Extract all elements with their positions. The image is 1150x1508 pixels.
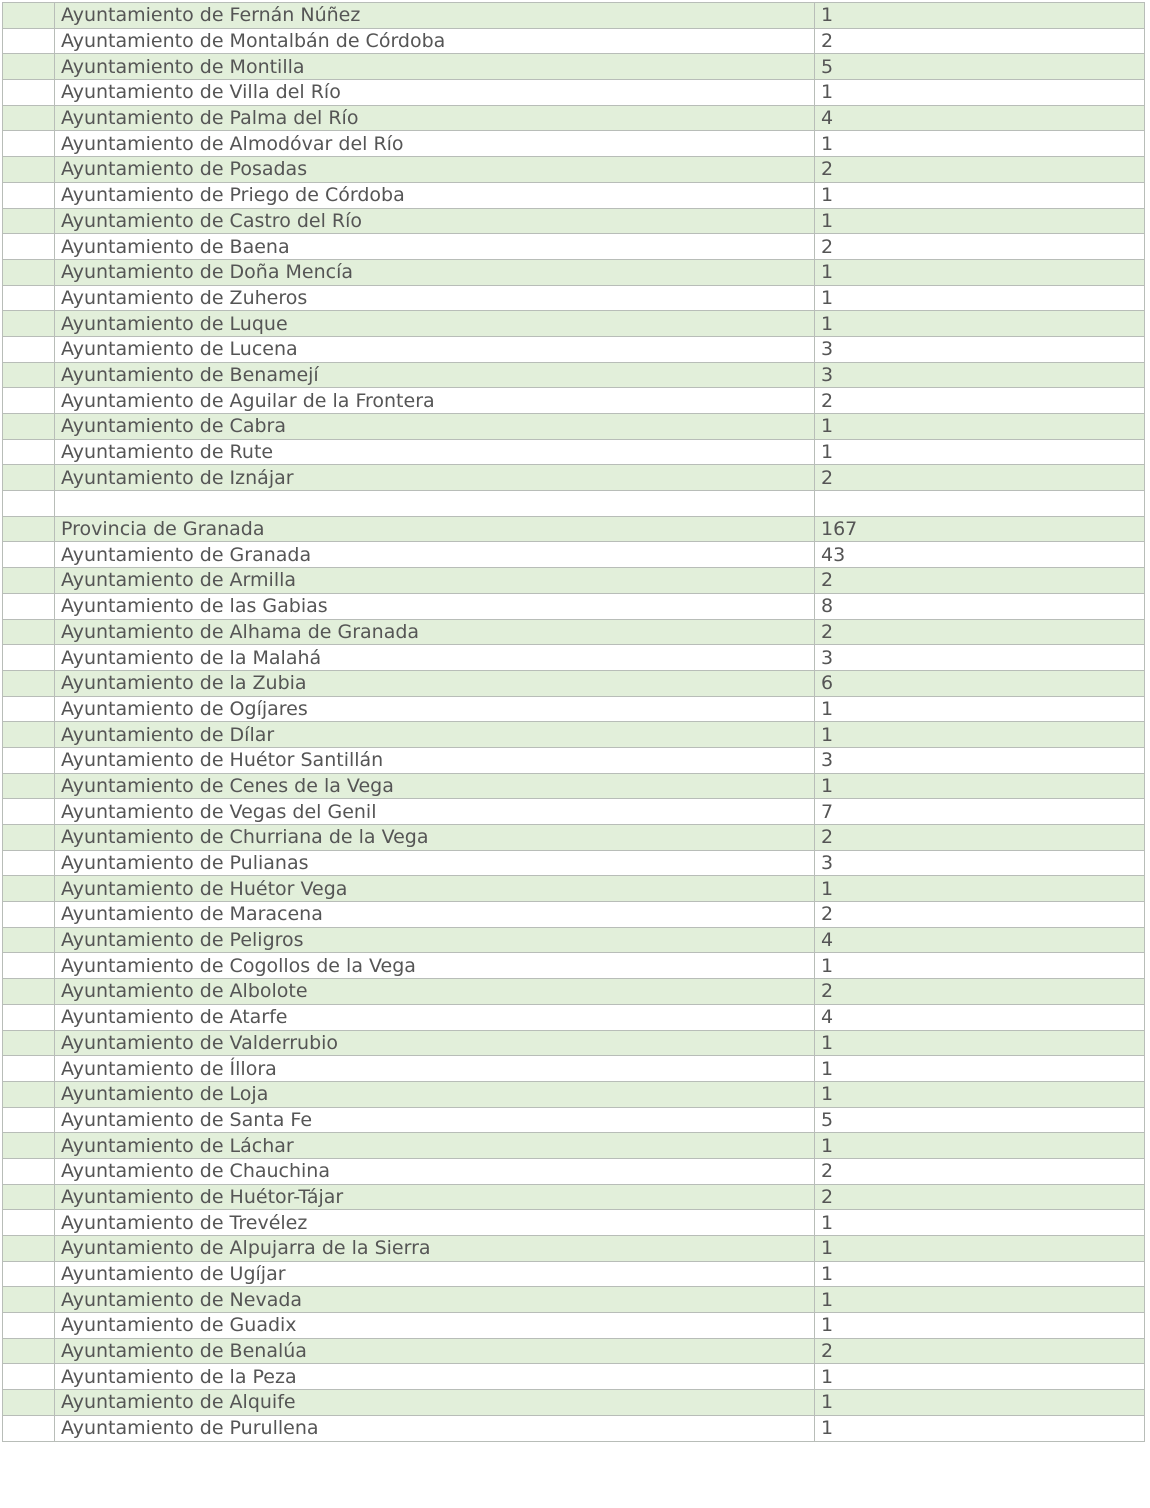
row-index-cell <box>3 1107 55 1133</box>
count-cell: 167 <box>815 516 1145 542</box>
table-row <box>3 439 1145 465</box>
count-cell: 1 <box>815 3 1145 29</box>
row-index-cell <box>3 1056 55 1082</box>
entity-name-cell: Ayuntamiento de Huétor Santillán <box>55 747 815 773</box>
row-index-cell <box>3 1364 55 1390</box>
count-cell: 2 <box>815 979 1145 1005</box>
count-cell: 1 <box>815 208 1145 234</box>
table-row <box>3 1236 1145 1262</box>
count-cell: 2 <box>815 1184 1145 1210</box>
count-cell: 1 <box>815 722 1145 748</box>
table-row <box>3 1158 1145 1184</box>
table-row <box>3 234 1145 260</box>
table-row <box>3 414 1145 440</box>
table-row <box>3 105 1145 131</box>
count-cell: 5 <box>815 54 1145 80</box>
entity-name-cell: Ayuntamiento de la Peza <box>55 1364 815 1390</box>
row-index-cell <box>3 619 55 645</box>
entity-name-cell: Ayuntamiento de Villa del Río <box>55 80 815 106</box>
table-row <box>3 1004 1145 1030</box>
row-index-cell <box>3 1133 55 1159</box>
entity-name-cell: Ayuntamiento de Guadix <box>55 1313 815 1339</box>
table-row <box>3 28 1145 54</box>
table-row <box>3 953 1145 979</box>
row-index-cell <box>3 1236 55 1262</box>
row-index-cell <box>3 825 55 851</box>
count-cell: 1 <box>815 1364 1145 1390</box>
table-row <box>3 1364 1145 1390</box>
row-index-cell <box>3 1210 55 1236</box>
entity-name-cell: Ayuntamiento de Huétor Vega <box>55 876 815 902</box>
entity-name-cell: Ayuntamiento de Granada <box>55 542 815 568</box>
table-row <box>3 80 1145 106</box>
row-index-cell <box>3 105 55 131</box>
entity-name-cell: Ayuntamiento de Aguilar de la Frontera <box>55 388 815 414</box>
entity-name-cell: Ayuntamiento de Montalbán de Córdoba <box>55 28 815 54</box>
row-index-cell <box>3 54 55 80</box>
count-cell: 4 <box>815 1004 1145 1030</box>
row-index-cell <box>3 1081 55 1107</box>
entity-name-cell: Ayuntamiento de Rute <box>55 439 815 465</box>
count-cell: 1 <box>815 259 1145 285</box>
row-index-cell <box>3 131 55 157</box>
count-cell: 1 <box>815 1390 1145 1416</box>
entity-name-cell: Ayuntamiento de Castro del Río <box>55 208 815 234</box>
entity-name-cell <box>55 491 815 517</box>
entity-name-cell: Ayuntamiento de Benamejí <box>55 362 815 388</box>
table-row <box>3 157 1145 183</box>
entity-name-cell: Ayuntamiento de Pulianas <box>55 850 815 876</box>
row-index-cell <box>3 516 55 542</box>
count-cell: 2 <box>815 568 1145 594</box>
entity-name-cell: Ayuntamiento de Alquife <box>55 1390 815 1416</box>
row-index-cell <box>3 157 55 183</box>
entity-name-cell: Ayuntamiento de Huétor-Tájar <box>55 1184 815 1210</box>
entity-name-cell: Ayuntamiento de Priego de Córdoba <box>55 182 815 208</box>
count-cell: 1 <box>815 1133 1145 1159</box>
row-index-cell <box>3 80 55 106</box>
entity-name-cell: Ayuntamiento de las Gabias <box>55 593 815 619</box>
entity-name-cell: Ayuntamiento de Palma del Río <box>55 105 815 131</box>
row-index-cell <box>3 1158 55 1184</box>
entity-name-cell: Ayuntamiento de Churriana de la Vega <box>55 825 815 851</box>
table-row <box>3 388 1145 414</box>
table-body <box>3 3 1145 1442</box>
count-cell: 1 <box>815 696 1145 722</box>
entity-name-cell: Ayuntamiento de Luque <box>55 311 815 337</box>
count-cell: 1 <box>815 1210 1145 1236</box>
table-row <box>3 1056 1145 1082</box>
row-index-cell <box>3 414 55 440</box>
row-index-cell <box>3 953 55 979</box>
row-index-cell <box>3 1004 55 1030</box>
table-row <box>3 1210 1145 1236</box>
table-row <box>3 902 1145 928</box>
table-row <box>3 670 1145 696</box>
row-index-cell <box>3 542 55 568</box>
count-cell: 1 <box>815 1415 1145 1441</box>
row-index-cell <box>3 1338 55 1364</box>
entity-name-cell: Ayuntamiento de Zuheros <box>55 285 815 311</box>
entity-name-cell: Ayuntamiento de Posadas <box>55 157 815 183</box>
count-cell: 2 <box>815 902 1145 928</box>
entity-name-cell: Ayuntamiento de Lucena <box>55 336 815 362</box>
table-row <box>3 491 1145 517</box>
entity-name-cell: Ayuntamiento de Nevada <box>55 1287 815 1313</box>
count-cell: 1 <box>815 80 1145 106</box>
count-cell: 3 <box>815 362 1145 388</box>
row-index-cell <box>3 1030 55 1056</box>
table-row <box>3 645 1145 671</box>
entity-name-cell: Ayuntamiento de Trevélez <box>55 1210 815 1236</box>
count-cell: 2 <box>815 1158 1145 1184</box>
table-row <box>3 1287 1145 1313</box>
table-row <box>3 773 1145 799</box>
entity-name-cell: Ayuntamiento de Vegas del Genil <box>55 799 815 825</box>
row-index-cell <box>3 439 55 465</box>
entity-name-cell: Ayuntamiento de Íllora <box>55 1056 815 1082</box>
table-row <box>3 311 1145 337</box>
entity-name-cell: Ayuntamiento de Valderrubio <box>55 1030 815 1056</box>
entity-name-cell: Ayuntamiento de Loja <box>55 1081 815 1107</box>
count-cell: 1 <box>815 285 1145 311</box>
count-cell: 1 <box>815 1287 1145 1313</box>
table-row <box>3 259 1145 285</box>
count-cell: 1 <box>815 1056 1145 1082</box>
row-index-cell <box>3 722 55 748</box>
row-index-cell <box>3 1287 55 1313</box>
table-row <box>3 1107 1145 1133</box>
count-cell: 1 <box>815 1313 1145 1339</box>
table-row <box>3 927 1145 953</box>
table-row <box>3 1184 1145 1210</box>
table-row <box>3 336 1145 362</box>
count-cell: 8 <box>815 593 1145 619</box>
row-index-cell <box>3 336 55 362</box>
data-table <box>2 2 1145 1442</box>
entity-name-cell: Ayuntamiento de Cogollos de la Vega <box>55 953 815 979</box>
entity-name-cell: Ayuntamiento de Alpujarra de la Sierra <box>55 1236 815 1262</box>
table-row <box>3 850 1145 876</box>
table-row <box>3 208 1145 234</box>
entity-name-cell: Ayuntamiento de Láchar <box>55 1133 815 1159</box>
entity-name-cell: Ayuntamiento de Montilla <box>55 54 815 80</box>
entity-name-cell: Ayuntamiento de Chauchina <box>55 1158 815 1184</box>
entity-name-cell: Ayuntamiento de la Malahá <box>55 645 815 671</box>
table-row <box>3 285 1145 311</box>
entity-name-cell: Ayuntamiento de Dílar <box>55 722 815 748</box>
entity-name-cell: Ayuntamiento de Ugíjar <box>55 1261 815 1287</box>
row-index-cell <box>3 645 55 671</box>
table-row <box>3 722 1145 748</box>
count-cell: 1 <box>815 131 1145 157</box>
table-row <box>3 876 1145 902</box>
count-cell: 2 <box>815 234 1145 260</box>
count-cell: 43 <box>815 542 1145 568</box>
table-row <box>3 799 1145 825</box>
row-index-cell <box>3 799 55 825</box>
row-index-cell <box>3 388 55 414</box>
table-row <box>3 1133 1145 1159</box>
count-cell: 1 <box>815 439 1145 465</box>
count-cell: 2 <box>815 388 1145 414</box>
table-row <box>3 825 1145 851</box>
entity-name-cell: Ayuntamiento de Fernán Núñez <box>55 3 815 29</box>
row-index-cell <box>3 1390 55 1416</box>
table-row <box>3 1261 1145 1287</box>
entity-name-cell: Ayuntamiento de Albolote <box>55 979 815 1005</box>
table-row <box>3 182 1145 208</box>
count-cell: 2 <box>815 157 1145 183</box>
row-index-cell <box>3 696 55 722</box>
row-index-cell <box>3 182 55 208</box>
row-index-cell <box>3 979 55 1005</box>
count-cell: 3 <box>815 645 1145 671</box>
row-index-cell <box>3 28 55 54</box>
count-cell: 1 <box>815 182 1145 208</box>
table-row <box>3 1390 1145 1416</box>
row-index-cell <box>3 491 55 517</box>
row-index-cell <box>3 3 55 29</box>
row-index-cell <box>3 1415 55 1441</box>
count-cell: 1 <box>815 1261 1145 1287</box>
table-row <box>3 1313 1145 1339</box>
count-cell: 2 <box>815 1338 1145 1364</box>
table-row <box>3 696 1145 722</box>
count-cell: 2 <box>815 619 1145 645</box>
row-index-cell <box>3 259 55 285</box>
count-cell: 1 <box>815 311 1145 337</box>
row-index-cell <box>3 927 55 953</box>
entity-name-cell: Ayuntamiento de Cenes de la Vega <box>55 773 815 799</box>
count-cell: 7 <box>815 799 1145 825</box>
entity-name-cell: Ayuntamiento de Baena <box>55 234 815 260</box>
entity-name-cell: Ayuntamiento de Benalúa <box>55 1338 815 1364</box>
count-cell: 1 <box>815 773 1145 799</box>
count-cell: 3 <box>815 747 1145 773</box>
row-index-cell <box>3 1184 55 1210</box>
table-row <box>3 619 1145 645</box>
row-index-cell <box>3 670 55 696</box>
entity-name-cell: Ayuntamiento de Ogíjares <box>55 696 815 722</box>
count-cell: 4 <box>815 105 1145 131</box>
entity-name-cell: Ayuntamiento de Doña Mencía <box>55 259 815 285</box>
entity-name-cell: Ayuntamiento de Cabra <box>55 414 815 440</box>
table-row <box>3 465 1145 491</box>
row-index-cell <box>3 902 55 928</box>
count-cell: 6 <box>815 670 1145 696</box>
entity-name-cell: Ayuntamiento de Santa Fe <box>55 1107 815 1133</box>
entity-name-cell: Ayuntamiento de Iznájar <box>55 465 815 491</box>
table-row <box>3 1030 1145 1056</box>
table-row <box>3 54 1145 80</box>
row-index-cell <box>3 285 55 311</box>
table-row <box>3 362 1145 388</box>
entity-name-cell: Provincia de Granada <box>55 516 815 542</box>
table-row <box>3 131 1145 157</box>
table-row <box>3 747 1145 773</box>
count-cell: 5 <box>815 1107 1145 1133</box>
count-cell: 1 <box>815 953 1145 979</box>
table-row <box>3 542 1145 568</box>
entity-name-cell: Ayuntamiento de la Zubia <box>55 670 815 696</box>
table-row <box>3 979 1145 1005</box>
table-row <box>3 1081 1145 1107</box>
count-cell: 1 <box>815 1236 1145 1262</box>
row-index-cell <box>3 850 55 876</box>
table-row <box>3 1338 1145 1364</box>
count-cell: 2 <box>815 28 1145 54</box>
row-index-cell <box>3 465 55 491</box>
row-index-cell <box>3 747 55 773</box>
count-cell: 4 <box>815 927 1145 953</box>
count-cell: 1 <box>815 414 1145 440</box>
row-index-cell <box>3 1261 55 1287</box>
count-cell: 1 <box>815 1030 1145 1056</box>
table-row <box>3 568 1145 594</box>
row-index-cell <box>3 208 55 234</box>
table-row <box>3 516 1145 542</box>
row-index-cell <box>3 876 55 902</box>
entity-name-cell: Ayuntamiento de Alhama de Granada <box>55 619 815 645</box>
table-row <box>3 1415 1145 1441</box>
entity-name-cell: Ayuntamiento de Maracena <box>55 902 815 928</box>
row-index-cell <box>3 773 55 799</box>
row-index-cell <box>3 1313 55 1339</box>
row-index-cell <box>3 311 55 337</box>
count-cell <box>815 491 1145 517</box>
count-cell: 1 <box>815 1081 1145 1107</box>
row-index-cell <box>3 568 55 594</box>
entity-name-cell: Ayuntamiento de Peligros <box>55 927 815 953</box>
row-index-cell <box>3 362 55 388</box>
table-row <box>3 3 1145 29</box>
entity-name-cell: Ayuntamiento de Armilla <box>55 568 815 594</box>
row-index-cell <box>3 234 55 260</box>
row-index-cell <box>3 593 55 619</box>
entity-name-cell: Ayuntamiento de Atarfe <box>55 1004 815 1030</box>
entity-name-cell: Ayuntamiento de Almodóvar del Río <box>55 131 815 157</box>
table-row <box>3 593 1145 619</box>
count-cell: 2 <box>815 465 1145 491</box>
count-cell: 1 <box>815 876 1145 902</box>
entity-name-cell: Ayuntamiento de Purullena <box>55 1415 815 1441</box>
count-cell: 3 <box>815 850 1145 876</box>
count-cell: 2 <box>815 825 1145 851</box>
count-cell: 3 <box>815 336 1145 362</box>
